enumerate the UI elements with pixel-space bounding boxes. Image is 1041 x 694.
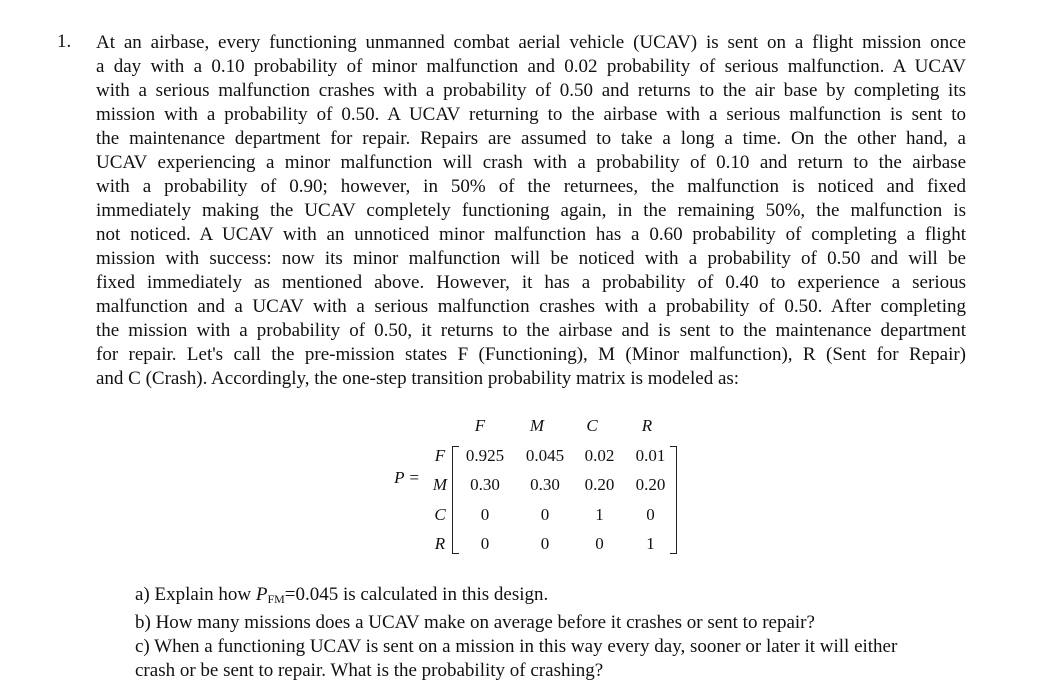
column-label: M [529,416,545,435]
matrix-cell: 0 [480,505,490,524]
matrix-cell: 0 [540,534,550,553]
problem-statement [96,31,966,391]
question-c-line1: c) When a functioning UCAV is sent on a mission in this way every day, sooner or later it will either [135,636,898,657]
matrix-cell: 0 [480,534,490,553]
question-a-subscript: FM [267,592,285,606]
paragraph-line: mission with success: now its minor malfunction will be noticed with a probability of 0.50 and will be [96,248,966,269]
matrix-cell: 0 [595,534,604,553]
transition-matrix [392,408,692,558]
matrix-cell: 0.02 [584,446,615,465]
matrix-cell: 0 [540,505,550,524]
question-number: 1. [57,31,72,52]
matrix-cell: 1 [646,534,655,553]
question-b: b) How many missions does a UCAV make on average before it crashes or sent to repair? [135,612,815,633]
row-label: M [432,475,448,494]
paragraph-line: malfunction and a UCAV with a serious malfunction crashes with a probability of 0.50. After completing [96,296,966,317]
paragraph-line: mission with a probability of 0.50. A UCAV returning to the airbase with a serious malfunction is sent to [96,104,966,125]
matrix-cell: 0.01 [635,446,666,465]
paragraph-line: immediately making the UCAV completely functioning again, in the remaining 50%, the malfunction is [96,200,966,221]
matrix-cell: 0 [646,505,655,524]
column-label: C [586,416,598,435]
question-c-line2: crash or be sent to repair. What is the probability of crashing? [135,660,604,681]
paragraph-line: UCAV experiencing a minor malfunction will crash with a probability of 0.10 and return to the airbase [96,152,966,173]
left-bracket [452,446,459,554]
paragraph-line: for repair. Let's call the pre-mission states F (Functioning), M (Minor malfunction), R (Sent for Repair) [96,344,966,365]
row-label: F [434,446,446,465]
paragraph-line: the mission with a probability of 0.50, it returns to the airbase and is sent to the maintenance department [96,320,966,341]
matrix-cell: 0.20 [635,475,666,494]
question-a [135,583,975,611]
row-label: R [434,534,446,553]
matrix-cell: 0.30 [470,475,500,494]
paragraph-line: with a serious malfunction crashes with a probability of 0.50 and returns to the air base by completing its [96,80,966,101]
column-label: F [474,416,486,435]
matrix-cell: 0.925 [465,446,505,465]
question-a-symbol: P [255,584,268,605]
column-label: R [641,416,653,435]
matrix-cell: 0.30 [530,475,560,494]
question-list [135,583,975,683]
paragraph-line: a day with a 0.10 probability of minor malfunction and 0.02 probability of serious malfunction. A UCAV [96,56,966,77]
matrix-cell: 0.20 [584,475,615,494]
row-label: C [434,505,446,524]
matrix-cell: 1 [595,505,604,524]
paragraph-line: with a probability of 0.90; however, in 50% of the returnees, the malfunction is noticed and fixed [96,176,966,197]
question-a-prefix: a) Explain how [135,584,256,605]
question-a-suffix: =0.045 is calculated in this design. [284,584,549,605]
paragraph-line: and C (Crash). Accordingly, the one-step transition probability matrix is modeled as: [96,368,740,389]
paragraph-line: fixed immediately as mentioned above. However, it has a probability of 0.40 to experience a serious [96,272,966,293]
matrix-cell: 0.045 [525,446,565,465]
paragraph-line: At an airbase, every functioning unmanned combat aerial vehicle (UCAV) is sent on a flight mission once [96,32,966,53]
paragraph-line: not noticed. A UCAV with an unnoticed minor malfunction has a 0.60 probability of completing a flight [96,224,966,245]
matrix-symbol: P = [394,468,420,487]
paragraph-line: the maintenance department for repair. Repairs are assumed to take a long a time. On the other hand, a [96,128,966,149]
